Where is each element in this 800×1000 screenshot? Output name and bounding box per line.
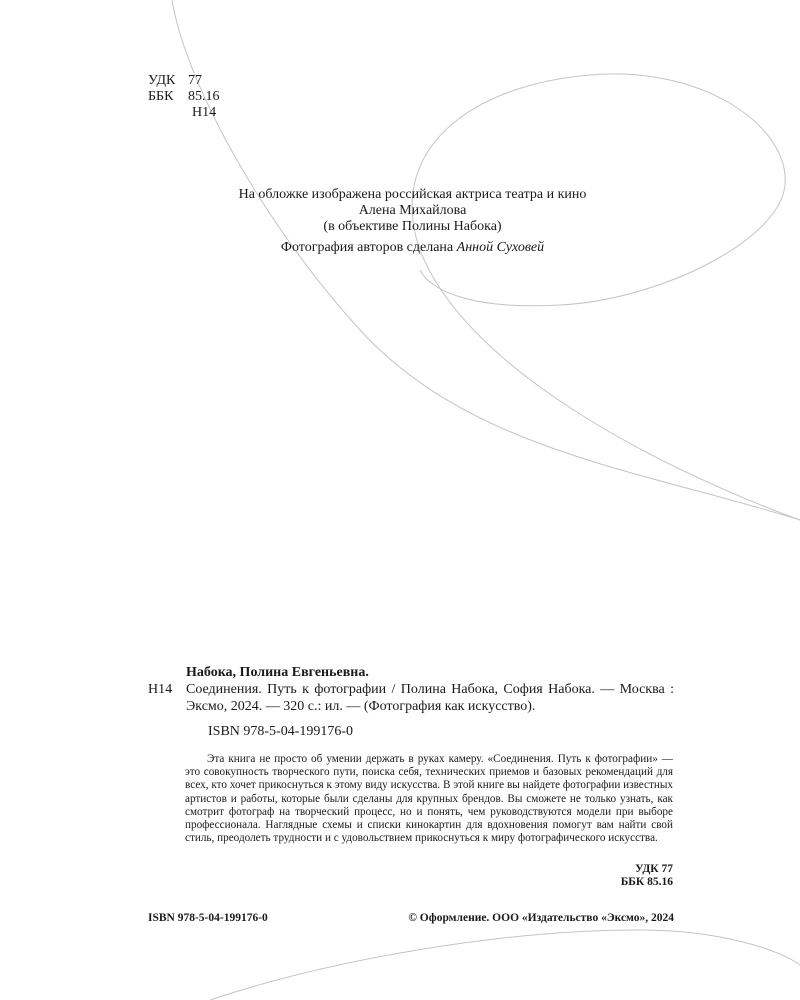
record-isbn: ISBN 978-5-04-199176-0 [208,724,354,739]
author-mark-top: Н14 [192,105,217,120]
bibliographic-record [148,664,674,740]
decorative-curve-bottom [210,930,800,1000]
annotation [185,753,673,845]
udk-bottom: УДК 77 [635,863,673,875]
decorative-curve-loop-return [412,74,800,520]
udk-value: 77 [188,73,202,88]
bbk-row [148,89,220,105]
footer-copyright: © Оформление. ООО «Издательство «Эксмо», 2024 [408,912,674,924]
record-entry [148,681,674,715]
bbk-value: 85.16 [188,89,220,104]
footer-isbn: ISBN 978-5-04-199176-0 [148,912,268,924]
photo-credit [0,240,800,256]
bbk-bottom: ББК 85.16 [620,876,673,888]
udk-row [148,73,220,89]
record-entry-text: Соединения. Путь к фотографии / Полина Набока, София Набока. — Москва : Эксмо, 2024. — 320 с.: ил. — (Фотография как искусство). [186,682,674,714]
annotation-text: Эта книга не просто об умении держать в руках камеру. «Соединения. Путь к фотографии» — это совокупность творческого пути, поиска себя, технических приемов и базовых рекомендаций для всех, кто хочет прикоснуться к этому виду искусства. В этой книге вы найдете фотографии известных артистов и работы, которые были сделаны для крупных брендов. Вы сможете не только узнать, как смотрит фотограф на творческий процесс, но и понять, чем руководствуются модели при выборе профессионала. Наглядные схемы и списки кинокартин для вдохновения помогут вам найти свой стиль, преодолеть трудности и с удовольствием прикоснуться к миру фотографического искусства. [185,753,673,845]
record-author: Набока, Полина Евгеньевна. [186,665,369,680]
record-author-mark: Н14 [148,682,173,697]
decorative-curve-loop [172,0,800,520]
classification-codes-top [148,73,220,121]
bbk-label: ББК [148,89,174,104]
cover-credit-line-3: (в объективе Полины Набока) [323,219,502,234]
cover-credit-line-2: Алена Михайлова [358,203,467,218]
photo-credit-name: Анной Суховей [456,240,545,255]
classification-codes-bottom [560,863,673,889]
udk-label: УДК [148,73,176,88]
photo-credit-prefix: Фотография авторов сделана [280,240,454,255]
cover-credit-line-1: На обложке изображена российская актриса театра и кино [238,187,587,202]
